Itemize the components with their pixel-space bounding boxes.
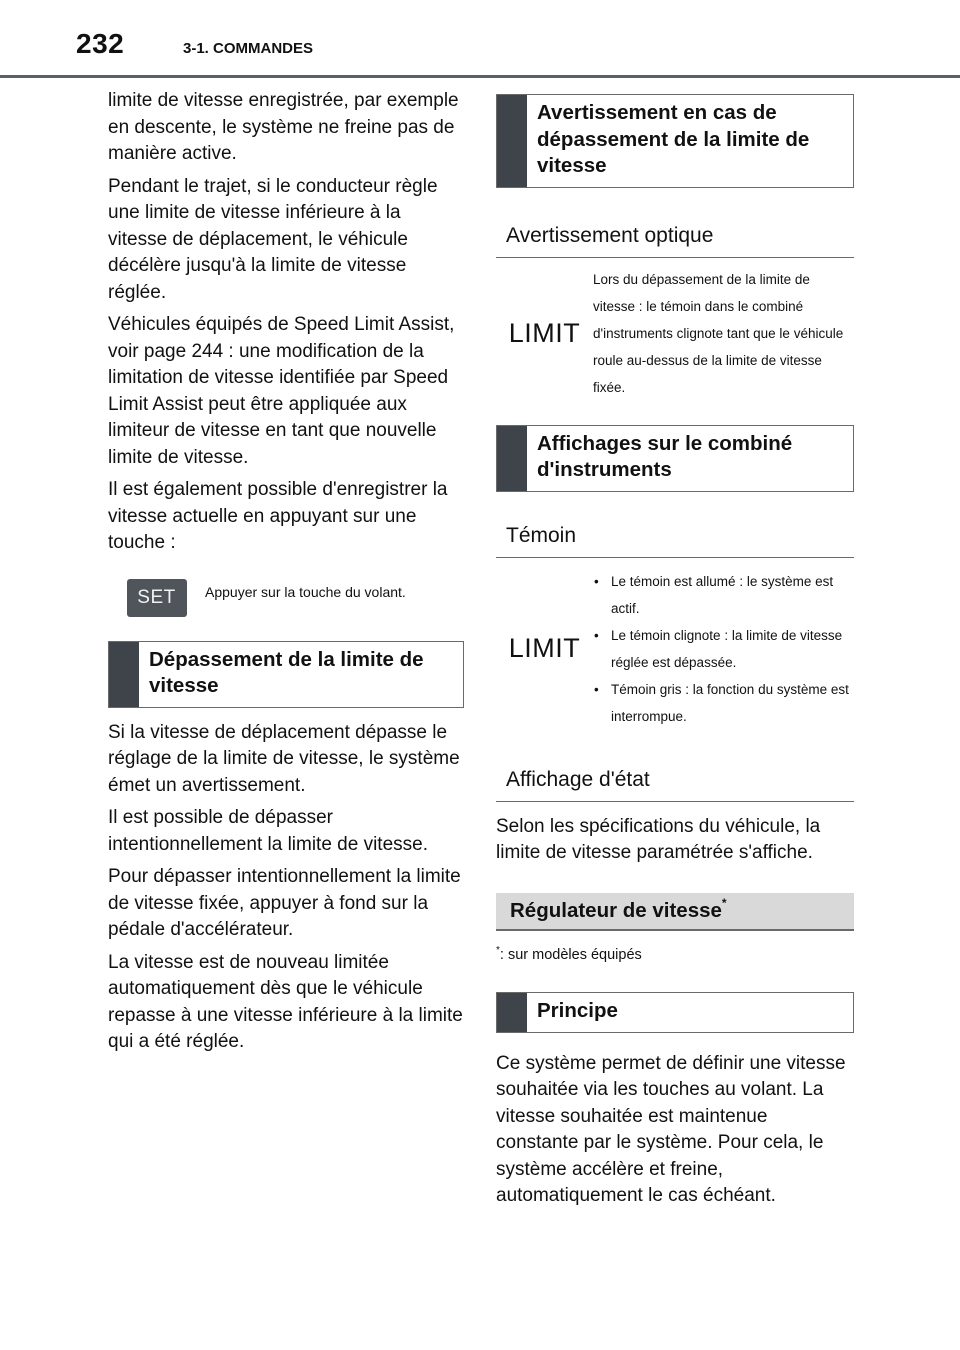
limit-warning-text: Lors du dépassement de la limite de vitesse : le témoin dans le combiné d'instruments clignote tant que le véhicule roule au-dessus de la limite de vitesse fixée. — [593, 271, 844, 395]
subheading-temoin: Témoin — [496, 516, 854, 558]
limit-warning-row — [496, 266, 854, 401]
subheading-avertissement-optique: Avertissement optique — [496, 216, 854, 258]
limit-icon: LIMIT — [508, 633, 581, 663]
paragraph: Pour dépasser intentionnellement la limite de vitesse fixée, appuyer à fond sur la pédale d'accélérateur. — [108, 866, 461, 940]
chapter-title: 3-1. COMMANDES — [183, 40, 314, 57]
section-title: Dépassement de la limite de vitesse — [149, 647, 424, 697]
limit-icon-cell — [496, 318, 593, 349]
section-heading-principe — [496, 992, 854, 1033]
set-key-cell — [108, 579, 205, 617]
limit-icon-cell — [496, 633, 593, 664]
section-title: Avertissement en cas de dépassement de la limite de vitesse — [537, 101, 810, 177]
header-divider — [0, 75, 960, 78]
left-column — [108, 88, 464, 1062]
footnote — [496, 945, 854, 963]
paragraph: Ce système permet de définir une vitesse souhaitée via les touches au volant. La vitesse souhaitée est maintenue constante par le système. Pour cela, le système accélère et freine, automatiquement le cas échéant. — [496, 1052, 846, 1207]
paragraph: Il est possible de dépasser intentionnellement la limite de vitesse. — [108, 807, 429, 855]
section-heading-avertissement — [496, 94, 854, 188]
section-body — [108, 720, 464, 1056]
section-bar — [497, 993, 527, 1032]
section-bar — [109, 642, 139, 707]
limit-icon: LIMIT — [508, 317, 581, 348]
paragraph: Si la vitesse de déplacement dépasse le réglage de la limite de vitesse, le système émet un avertissement. — [108, 721, 460, 796]
subheading-affichage-etat: Affichage d'état — [496, 760, 854, 802]
right-column — [496, 94, 854, 1216]
set-key-row — [108, 575, 464, 621]
footnote-marker: * — [721, 895, 727, 910]
paragraph: Pendant le trajet, si le conducteur règle une limite de vitesse inférieure à la vitesse de déplacement, le véhicule décélère jusqu'à la limite de vitesse réglée. — [108, 175, 438, 303]
indicator-bullet-list — [593, 568, 854, 730]
set-key-description: Appuyer sur la touche du volant. — [205, 584, 406, 600]
paragraph: La vitesse est de nouveau limitée automatiquement dès que le véhicule repasse à une vitesse inférieure à la limite qui a été réglée. — [108, 951, 463, 1052]
section-heading-affichages — [496, 425, 854, 492]
page-header — [0, 0, 960, 80]
section-heading-regulateur — [496, 893, 854, 931]
list-item: • Le témoin clignote : la limite de vitesse réglée est dépassée. — [593, 622, 854, 676]
paragraph: Il est également possible d'enregistrer la vitesse actuelle en appuyant sur une touche : — [108, 479, 448, 553]
footnote-text: : sur modèles équipés — [499, 946, 642, 963]
paragraph: Véhicules équipés de Speed Limit Assist, voir page 244 : une modification de la limitation de vitesse identifiée par Speed Limit Assist peut être appliquée aux limiteur de vitesse en tant que nouvelle limite de vitesse. — [108, 314, 455, 468]
list-item: • Le témoin est allumé : le système est actif. — [593, 568, 854, 622]
section-title: Affichages sur le combiné d'instruments — [537, 431, 793, 481]
paragraph: Selon les spécifications du véhicule, la limite de vitesse paramétrée s'affiche. — [496, 815, 821, 863]
paragraph: limite de vitesse enregistrée, par exemple en descente, le système ne freine pas de manière active. — [108, 90, 459, 164]
limit-indicator-row — [496, 568, 854, 730]
page-number: 232 — [76, 28, 125, 59]
list-item: • Témoin gris : la fonction du système est interrompue. — [593, 676, 854, 730]
section-heading-depassement — [108, 641, 464, 708]
section-bar — [497, 426, 527, 491]
footnote-marker: * — [496, 944, 500, 956]
section-title: Principe — [537, 999, 618, 1023]
set-key-icon: SET — [127, 579, 187, 617]
section-title: Régulateur de vitesse — [510, 898, 722, 922]
section-bar — [497, 95, 527, 187]
